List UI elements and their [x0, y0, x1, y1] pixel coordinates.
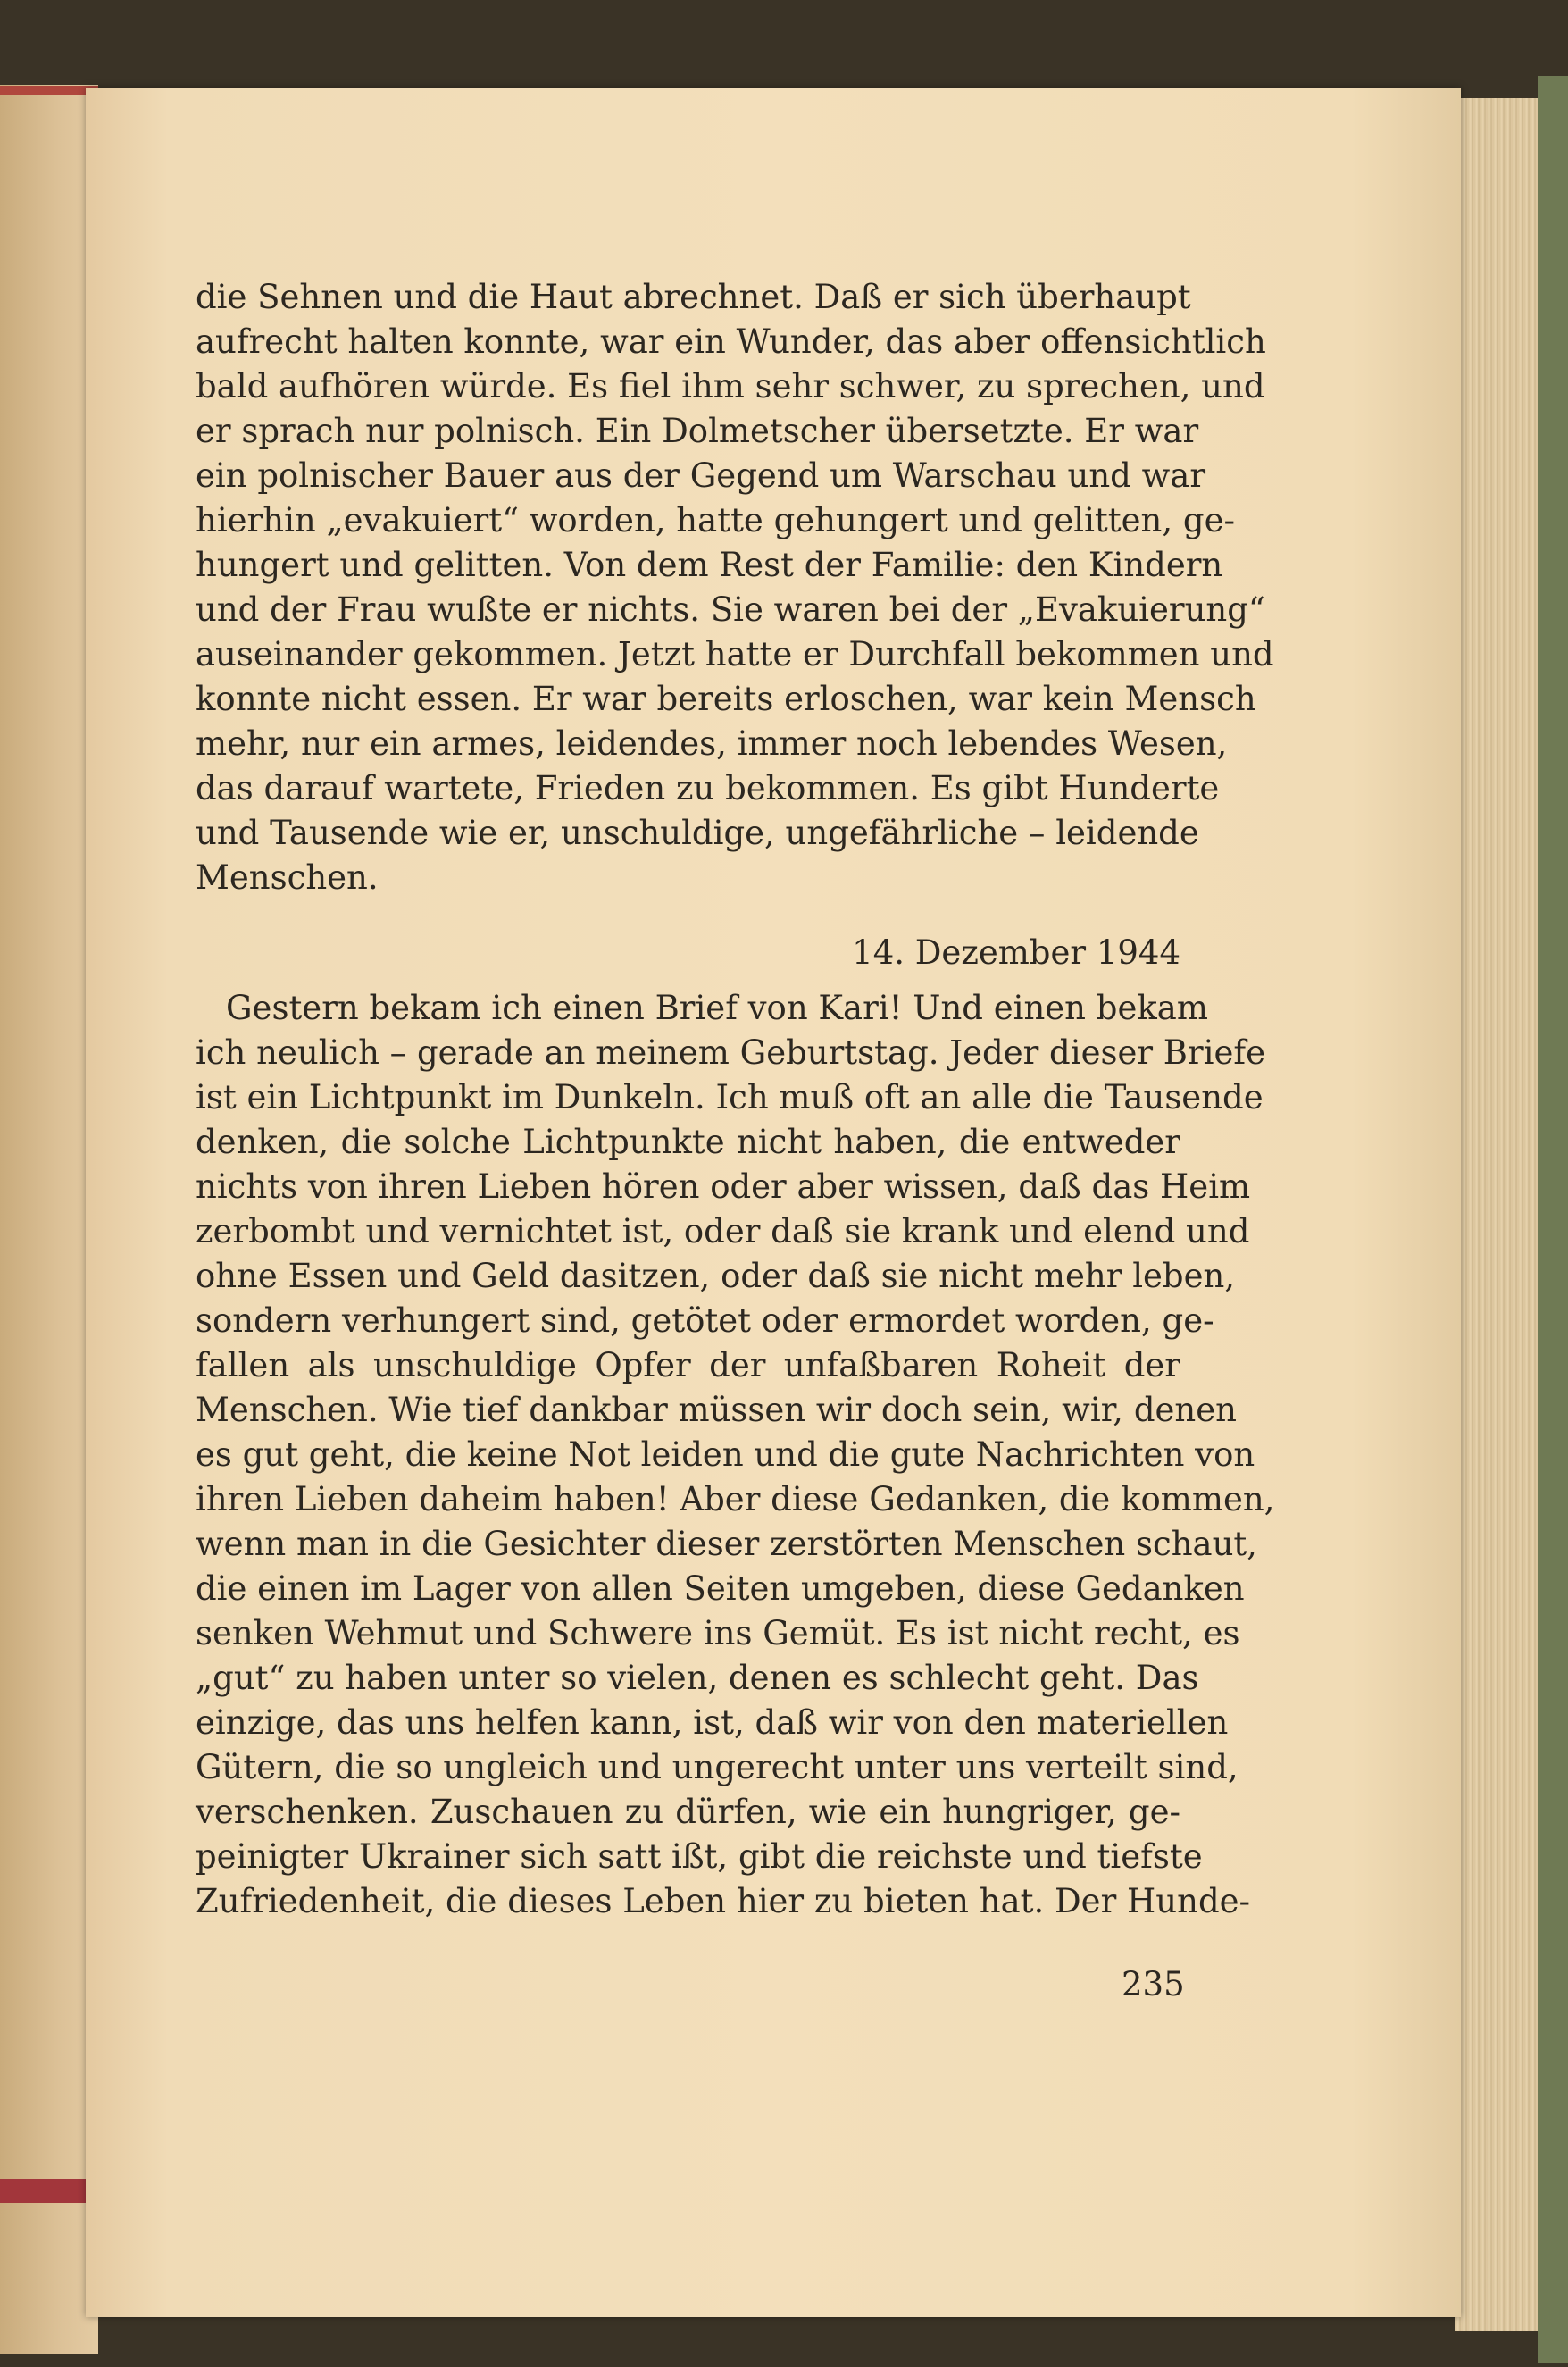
text-line: und der Frau wußte er nichts. Sie waren bei der „Evakuierung“	[196, 590, 1265, 629]
text-line: es gut geht, die keine Not leiden und die gute Nachrichten von	[196, 1435, 1255, 1474]
text-line: Menschen. Wie tief dankbar müssen wir doch sein, wir, denen	[196, 1391, 1237, 1429]
paragraph-1	[196, 275, 1274, 900]
text-line: zerbombt und vernichtet ist, oder daß sie krank und elend und	[196, 1212, 1250, 1250]
text-line: ohne Essen und Geld dasitzen, oder daß sie nicht mehr leben,	[196, 1257, 1236, 1295]
text-line: bald aufhören würde. Es fiel ihm sehr schwer, zu sprechen, und	[196, 367, 1265, 406]
page-number: 235	[1122, 1965, 1185, 2003]
text-line: und Tausende wie er, unschuldige, ungefährliche – leidende	[196, 814, 1199, 852]
text-line: das darauf wartete, Frieden zu bekommen. Es gibt Hunderte	[196, 769, 1220, 807]
text-line: Gestern bekam ich einen Brief von Kari! Und einen bekam	[226, 989, 1208, 1027]
text-line: hungert und gelitten. Von dem Rest der Familie: den Kindern	[196, 546, 1223, 584]
text-line: Gütern, die so ungleich und ungerecht unter uns verteilt sind,	[196, 1748, 1239, 1786]
text-line: „gut“ zu haben unter so vielen, denen es schlecht geht. Das	[196, 1659, 1199, 1697]
text-line: ist ein Lichtpunkt im Dunkeln. Ich muß oft an alle die Tausende	[196, 1078, 1264, 1117]
text-line: ihren Lieben daheim haben! Aber diese Gedanken, die kommen,	[196, 1480, 1275, 1518]
text-line: denken, die solche Lichtpunkte nicht haben, die entweder	[196, 1123, 1180, 1161]
text-line: mehr, nur ein armes, leidendes, immer noch lebendes Wesen,	[196, 724, 1228, 763]
text-line: Zufriedenheit, die dieses Leben hier zu bieten hat. Der Hunde-	[196, 1882, 1251, 1920]
text-line: einzige, das uns helfen kann, ist, daß wir von den materiellen	[196, 1703, 1229, 1742]
left-headband-top	[0, 86, 98, 95]
text-line: auseinander gekommen. Jetzt hatte er Durchfall bekommen und	[196, 635, 1274, 673]
text-line: er sprach nur polnisch. Ein Dolmetscher übersetzte. Er war	[196, 412, 1199, 450]
text-line: senken Wehmut und Schwere ins Gemüt. Es ist nicht recht, es	[196, 1614, 1240, 1652]
text-line: hierhin „evakuiert“ worden, hatte gehungert und gelitten, ge-	[196, 501, 1235, 539]
text-line: aufrecht halten konnte, war ein Wunder, das aber offensichtlich	[196, 322, 1266, 361]
text-line: ein polnischer Bauer aus der Gegend um Warschau und war	[196, 456, 1206, 495]
text-line: die einen im Lager von allen Seiten umgeben, diese Gedanken	[196, 1569, 1245, 1608]
book-cover-edge	[1538, 76, 1568, 2363]
text-line: verschenken. Zuschauen zu dürfen, wie ein hungriger, ge-	[196, 1793, 1180, 1831]
text-line: die Sehnen und die Haut abrechnet. Daß er sich überhaupt	[196, 278, 1191, 316]
paragraph-2	[196, 986, 1275, 1924]
left-headband-bottom	[0, 2179, 89, 2203]
text-line: nichts von ihren Lieben hören oder aber wissen, daß das Heim	[196, 1167, 1251, 1206]
text-line: ich neulich – gerade an meinem Geburtstag. Jeder dieser Briefe	[196, 1033, 1266, 1072]
text-line: fallen als unschuldige Opfer der unfaßbaren Roheit der	[196, 1346, 1180, 1384]
text-line: sondern verhungert sind, getötet oder ermordet worden, ge-	[196, 1301, 1214, 1340]
page-text	[196, 275, 1275, 1924]
date-heading: 14. Dezember 1944	[852, 933, 1180, 972]
text-line: peinigter Ukrainer sich satt ißt, gibt die reichste und tiefste	[196, 1837, 1203, 1876]
text-line: konnte nicht essen. Er war bereits erloschen, war kein Mensch	[196, 680, 1256, 718]
text-line: wenn man in die Gesichter dieser zerstörten Menschen schaut,	[196, 1525, 1258, 1563]
left-page-edge	[0, 85, 98, 2354]
text-line: Menschen.	[196, 858, 379, 897]
